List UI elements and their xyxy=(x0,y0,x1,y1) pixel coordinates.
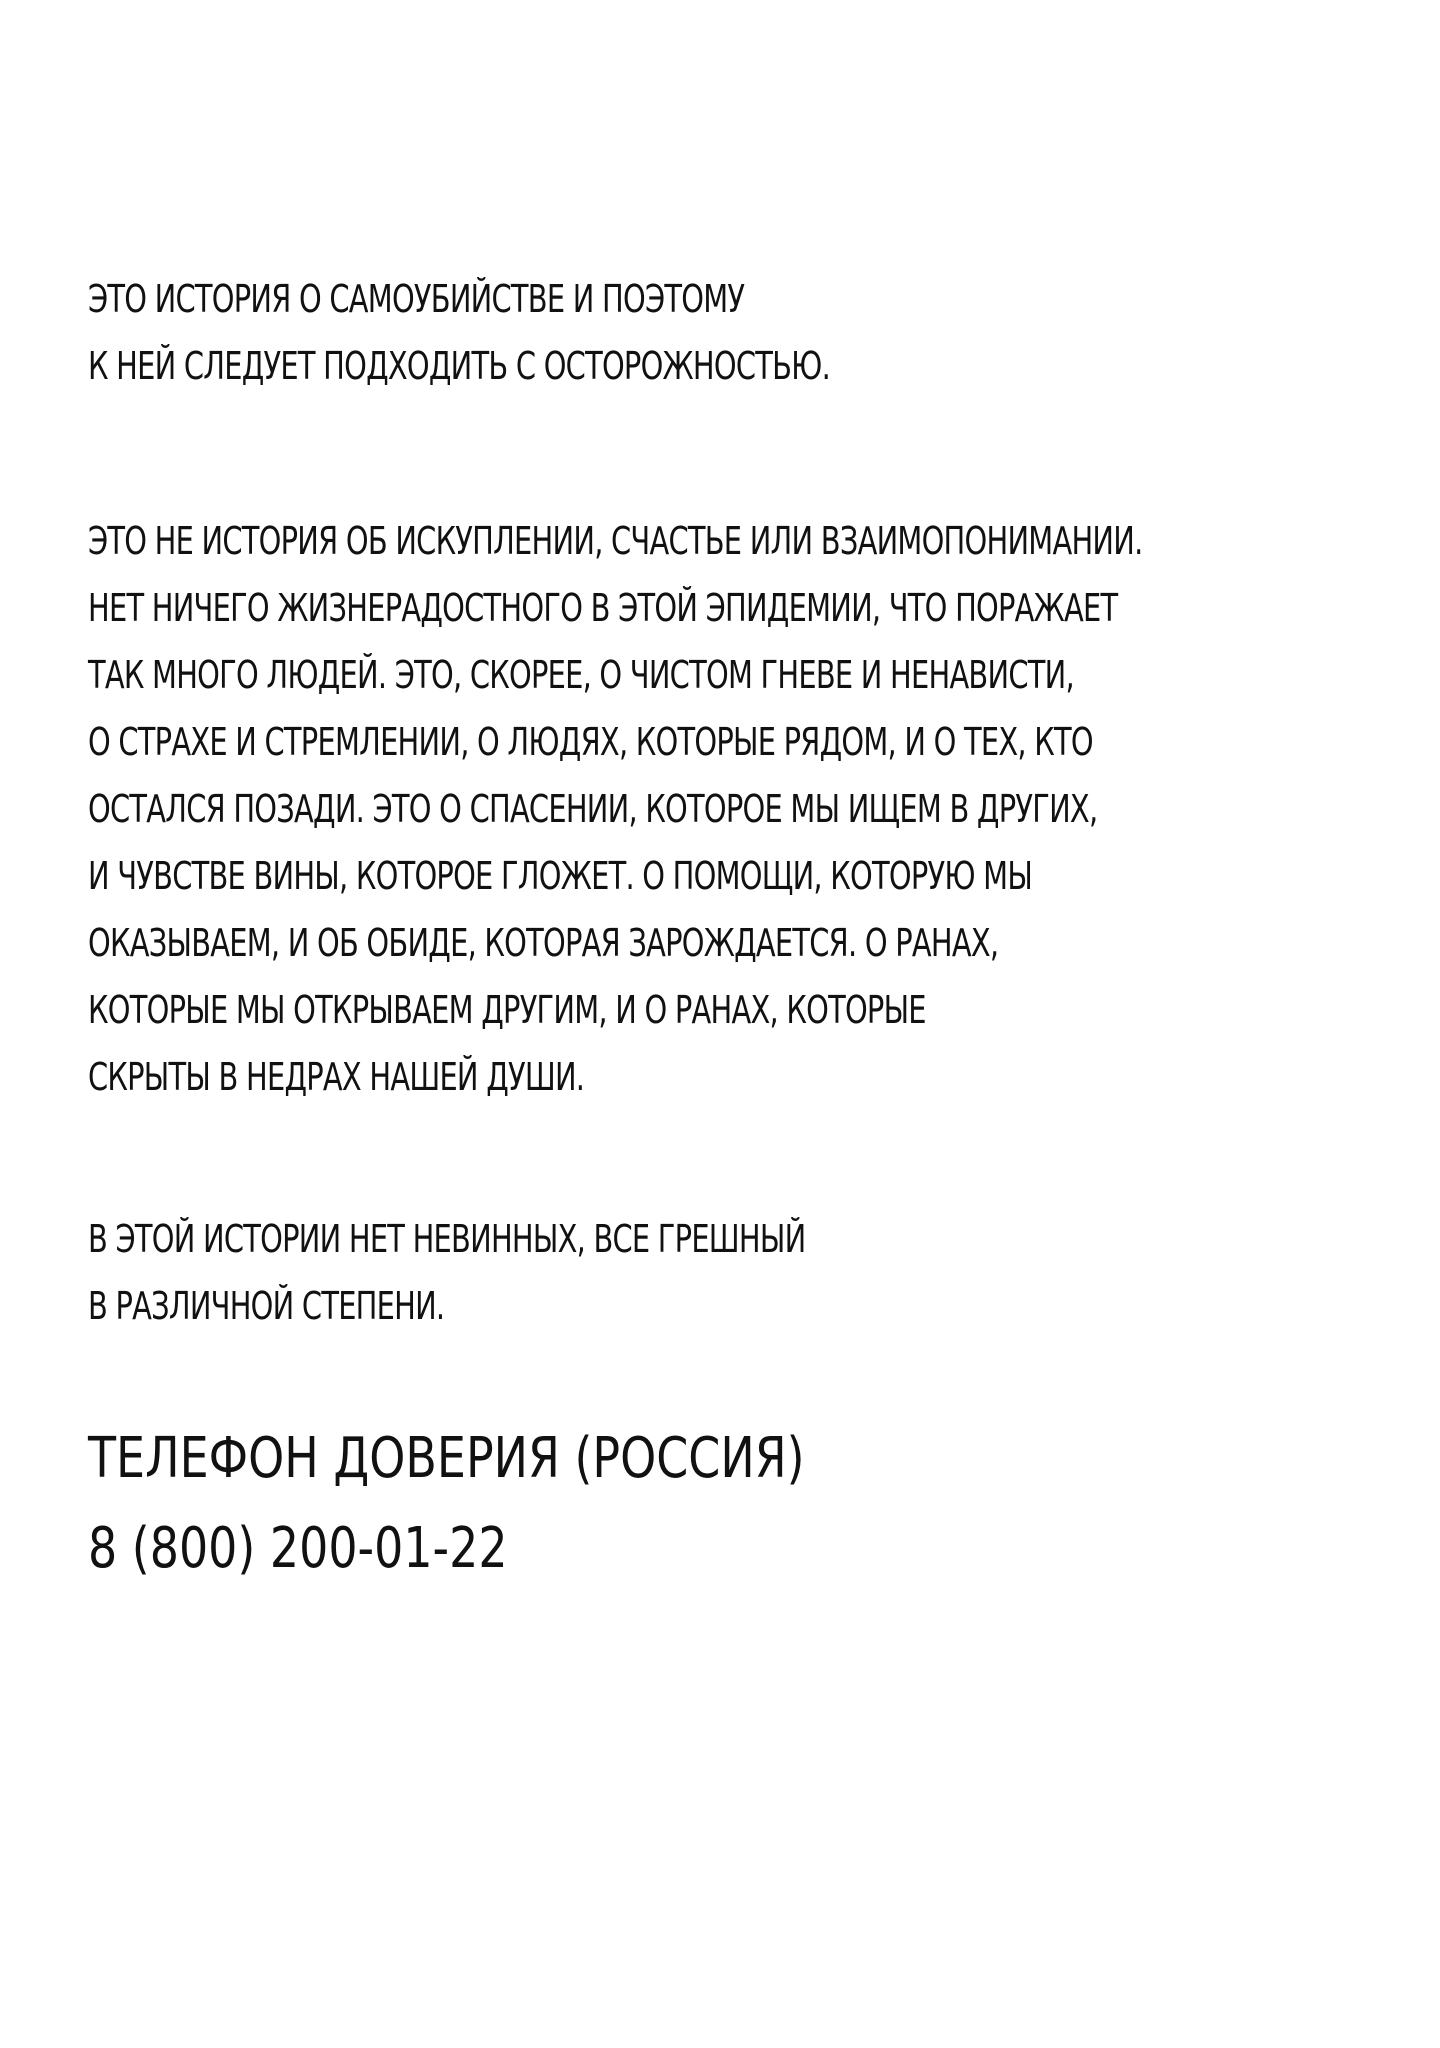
themes-line: И ЧУВСТВЕ ВИНЫ, КОТОРОЕ ГЛОЖЕТ. О ПОМОЩИ, КОТОРУЮ МЫ xyxy=(88,854,1033,898)
themes-line: О СТРАХЕ И СТРЕМЛЕНИИ, О ЛЮДЯХ, КОТОРЫЕ РЯДОМ, И О ТЕХ, КТО xyxy=(88,720,1093,764)
themes-line: ОКАЗЫВАЕМ, И ОБ ОБИДЕ, КОТОРАЯ ЗАРОЖДАЕТСЯ. О РАНАХ, xyxy=(88,921,999,965)
hotline-title: ТЕЛЕФОН ДОВЕРИЯ (РОССИЯ) xyxy=(88,1426,805,1491)
themes-paragraph xyxy=(88,508,1388,1111)
themes-line: КОТОРЫЕ МЫ ОТКРЫВАЕМ ДРУГИМ, И О РАНАХ, КОТОРЫЕ xyxy=(88,988,926,1032)
themes-line: СКРЫТЫ В НЕДРАХ НАШЕЙ ДУШИ. xyxy=(88,1055,585,1099)
themes-line: НЕТ НИЧЕГО ЖИЗНЕРАДОСТНОГО В ЭТОЙ ЭПИДЕМИИ, ЧТО ПОРАЖАЕТ xyxy=(88,586,1118,630)
guilt-line: В ЭТОЙ ИСТОРИИ НЕТ НЕВИННЫХ, ВСЕ ГРЕШНЫЙ xyxy=(88,1217,806,1261)
themes-line: ТАК МНОГО ЛЮДЕЙ. ЭТО, СКОРЕЕ, О ЧИСТОМ ГНЕВЕ И НЕНАВИСТИ, xyxy=(88,653,1074,697)
themes-line: ЭТО НЕ ИСТОРИЯ ОБ ИСКУПЛЕНИИ, СЧАСТЬЕ ИЛИ ВЗАИМОПОНИМАНИИ. xyxy=(88,519,1143,563)
warning-line: ЭТО ИСТОРИЯ О САМОУБИЙСТВЕ И ПОЭТОМУ xyxy=(88,277,745,321)
warning-line: К НЕЙ СЛЕДУЕТ ПОДХОДИТЬ С ОСТОРОЖНОСТЬЮ. xyxy=(88,344,831,388)
warning-paragraph xyxy=(88,266,1388,400)
guilt-paragraph xyxy=(88,1206,1388,1340)
hotline-block xyxy=(88,1414,1388,1594)
themes-line: ОСТАЛСЯ ПОЗАДИ. ЭТО О СПАСЕНИИ, КОТОРОЕ МЫ ИЩЕМ В ДРУГИХ, xyxy=(88,787,1098,831)
hotline-phone-number: 8 (800) 200-01-22 xyxy=(88,1516,508,1581)
guilt-line: В РАЗЛИЧНОЙ СТЕПЕНИ. xyxy=(88,1284,445,1328)
